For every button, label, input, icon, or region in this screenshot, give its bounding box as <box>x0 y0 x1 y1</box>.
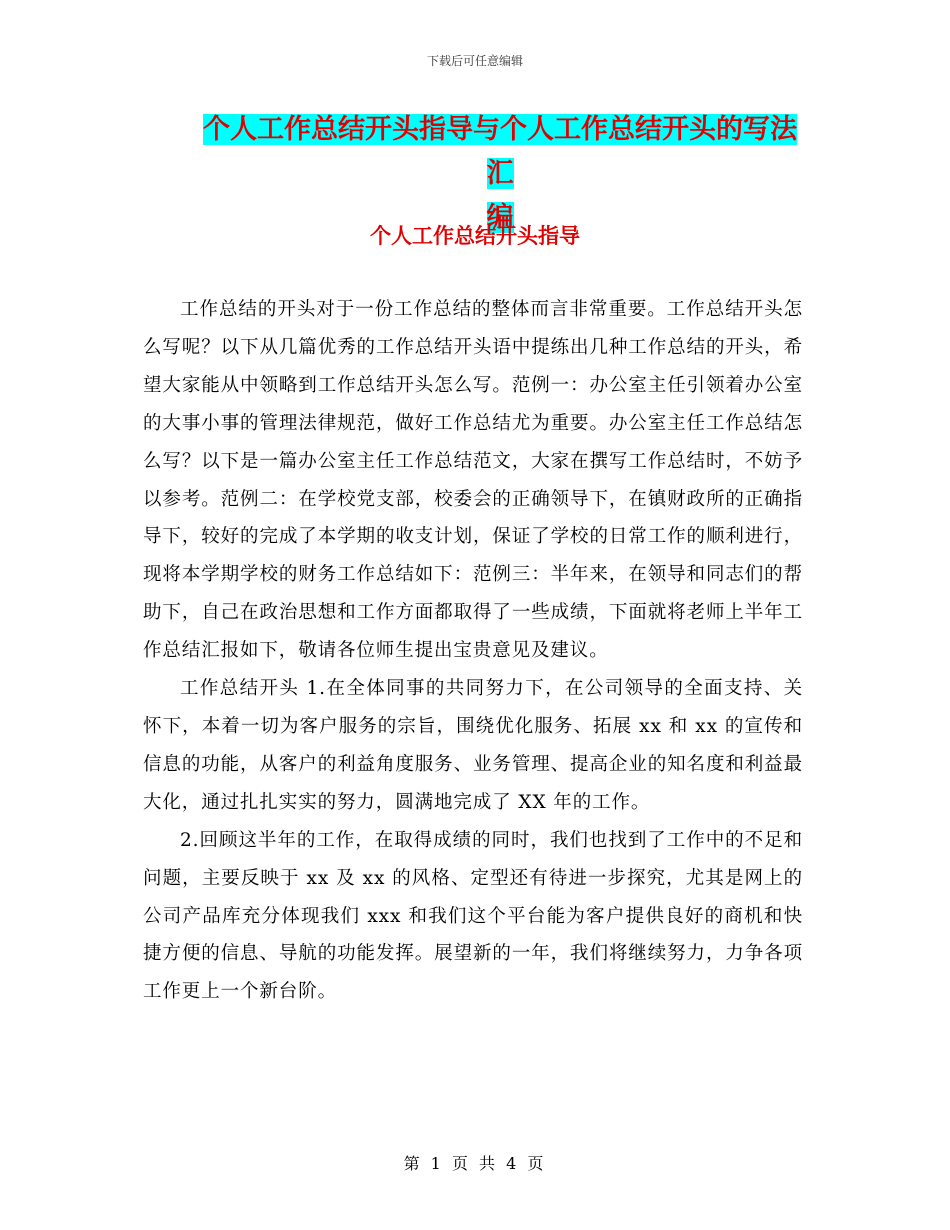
header-note: 下载后可任意编辑 <box>426 54 523 68</box>
body-text <box>143 291 803 1011</box>
document-title-line-1: 个人工作总结开头指导与个人工作总结开头的写法汇 <box>203 114 797 189</box>
document-title-line-2: 编 <box>486 202 514 233</box>
paragraph: 2.回顾这半年的工作，在取得成绩的同时，我们也找到了工作中的不足和问题，主要反映于 xx 及 xx 的风格、定型还有待进一步探究，尤其是网上的公司产品库充分体现我们 xxx 和我们这个平台能为客户提供良好的商机和快捷方便的信息、导航的功能发挥。展望新的一年，我们将继续努力，力争各项工作更上一个新台阶。 <box>143 829 803 1003</box>
paragraph: 工作总结开头 1.在全体同事的共同努力下，在公司领导的全面支持、关怀下，本着一切为客户服务的宗旨，围绕优化服务、拓展 xx 和 xx 的宣传和信息的功能，从客户的利益角度服务、业务管理、提高企业的知名度和利益最大化，通过扎扎实实的努力，圆满地完成了 XX 年的工作。 <box>143 678 803 813</box>
paragraph: 工作总结的开头对于一份工作总结的整体而言非常重要。工作总结开头怎么写呢？以下从几篇优秀的工作总结开头语中提练出几种工作总结的开头，希望大家能从中领略到工作总结开头怎么写。范例一：办公室主任引领着办公室的大事小事的管理法律规范，做好工作总结尤为重要。办公室主任工作总结怎么写？以下是一篇办公室主任工作总结范文，大家在撰写工作总结时，不妨予以参考。范例二：在学校党支部，校委会的正确领导下，在镇财政所的正确指导下，较好的完成了本学期的收支计划，保证了学校的日常工作的顺利进行，现将本学期学校的财务工作总结如下：范例三：半年来，在领导和同志们的帮助下，自己在政治思想和工作方面都取得了一些成绩，下面就将老师上半年工作总结汇报如下，敬请各位师生提出宝贵意见及建议。 <box>143 299 803 662</box>
page-footer: 第 1 页 共 4 页 <box>403 1154 547 1173</box>
section-heading: 个人工作总结开头指导 <box>370 224 580 248</box>
